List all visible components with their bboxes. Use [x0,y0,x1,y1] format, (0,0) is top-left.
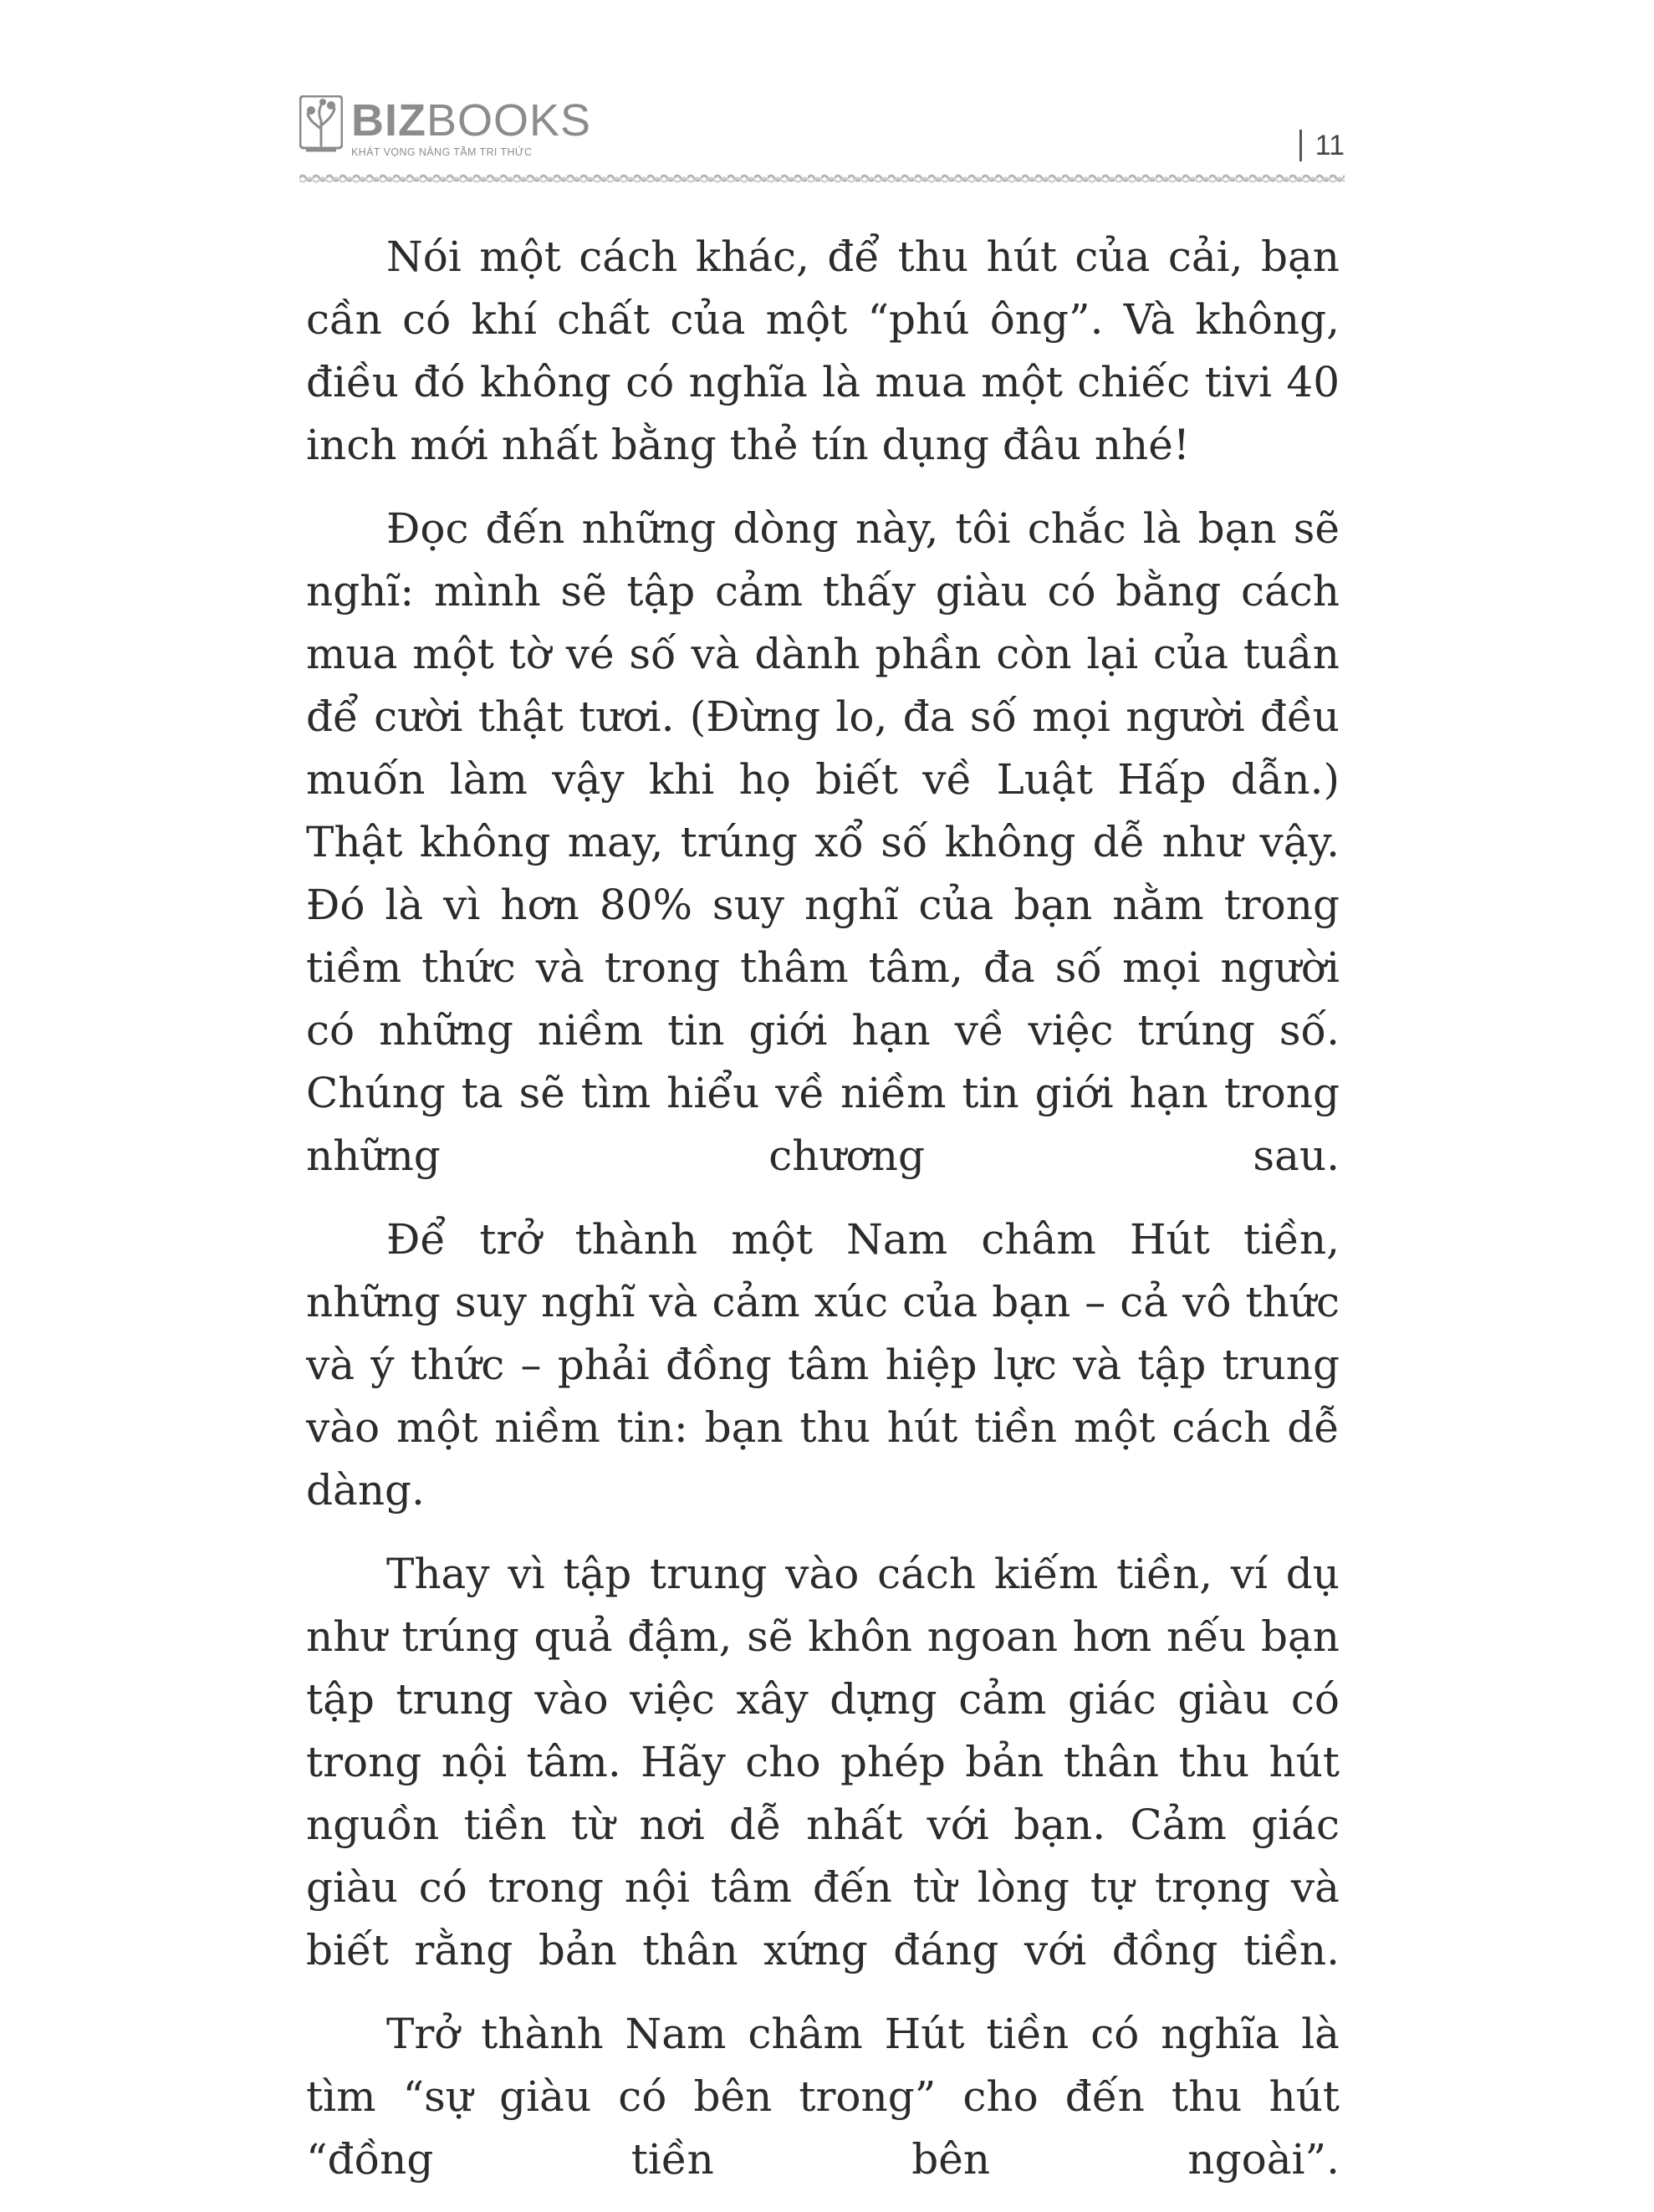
paragraph: Đọc đến những dòng này, tôi chắc là bạn sẽ nghĩ: mình sẽ tập cảm thấy giàu có bằng cách mua một tờ vé số và dành phần còn lại của tuần để cười thật tươi. (Đừng lo, đa số mọi người đều muốn làm vậy khi họ biết về Luật Hấp dẫn.) Thật không may, trúng xổ số không dễ như vậy. Đó là vì hơn 80% suy nghĩ của bạn nằm trong tiềm thức và trong thâm tâm, đa số mọi người có những niềm tin giới hạn về việc trúng số. Chúng ta sẽ tìm hiểu về niềm tin giới hạn trong những chương sau. [306,504,1340,1180]
brand-name-rest: BOOKS [426,95,592,146]
paragraph: Nói một cách khác, để thu hút của cải, bạn cần có khí chất của một “phú ông”. Và không, điều đó không có nghĩa là mua một chiếc tivi 40 inch mới nhất bằng thẻ tín dụng đâu nhé! [306,232,1340,469]
paragraph: Thay vì tập trung vào cách kiếm tiền, ví dụ như trúng quả đậm, sẽ khôn ngoan hơn nếu bạn tập trung vào việc xây dựng cảm giác giàu có trong nội tâm. Hãy cho phép bản thân thu hút nguồn tiền từ nơi dễ nhất với bạn. Cảm giác giàu có trong nội tâm đến từ lòng tự trọng và biết rằng bản thân xứng đáng với đồng tiền. [306,1550,1340,1974]
brand-tagline: KHÁT VỌNG NÂNG TẦM TRI THỨC [351,146,533,158]
bizbooks-tree-logo-icon [299,95,343,154]
page-body [306,226,1340,2212]
bizbooks-logo [299,94,592,169]
brand-name-bold: BIZ [351,95,426,146]
page-number-separator [1299,130,1302,161]
header-decorative-rule [299,172,1345,184]
page-number-area [1299,127,1345,164]
paragraph: Để trở thành một Nam châm Hút tiền, những suy nghĩ và cảm xúc của bạn – cả vô thức và ý thức – phải đồng tâm hiệp lực và tập trung vào một niềm tin: bạn thu hút tiền một cách dễ dàng. [306,1215,1340,1515]
brand-name [351,94,591,147]
page-header [299,94,1345,186]
page-number: 11 [1315,130,1345,161]
paragraph: Trở thành Nam châm Hút tiền có nghĩa là tìm “sự giàu có bên trong” cho đến thu hút “đồng tiền bên ngoài”. [306,2010,1340,2184]
